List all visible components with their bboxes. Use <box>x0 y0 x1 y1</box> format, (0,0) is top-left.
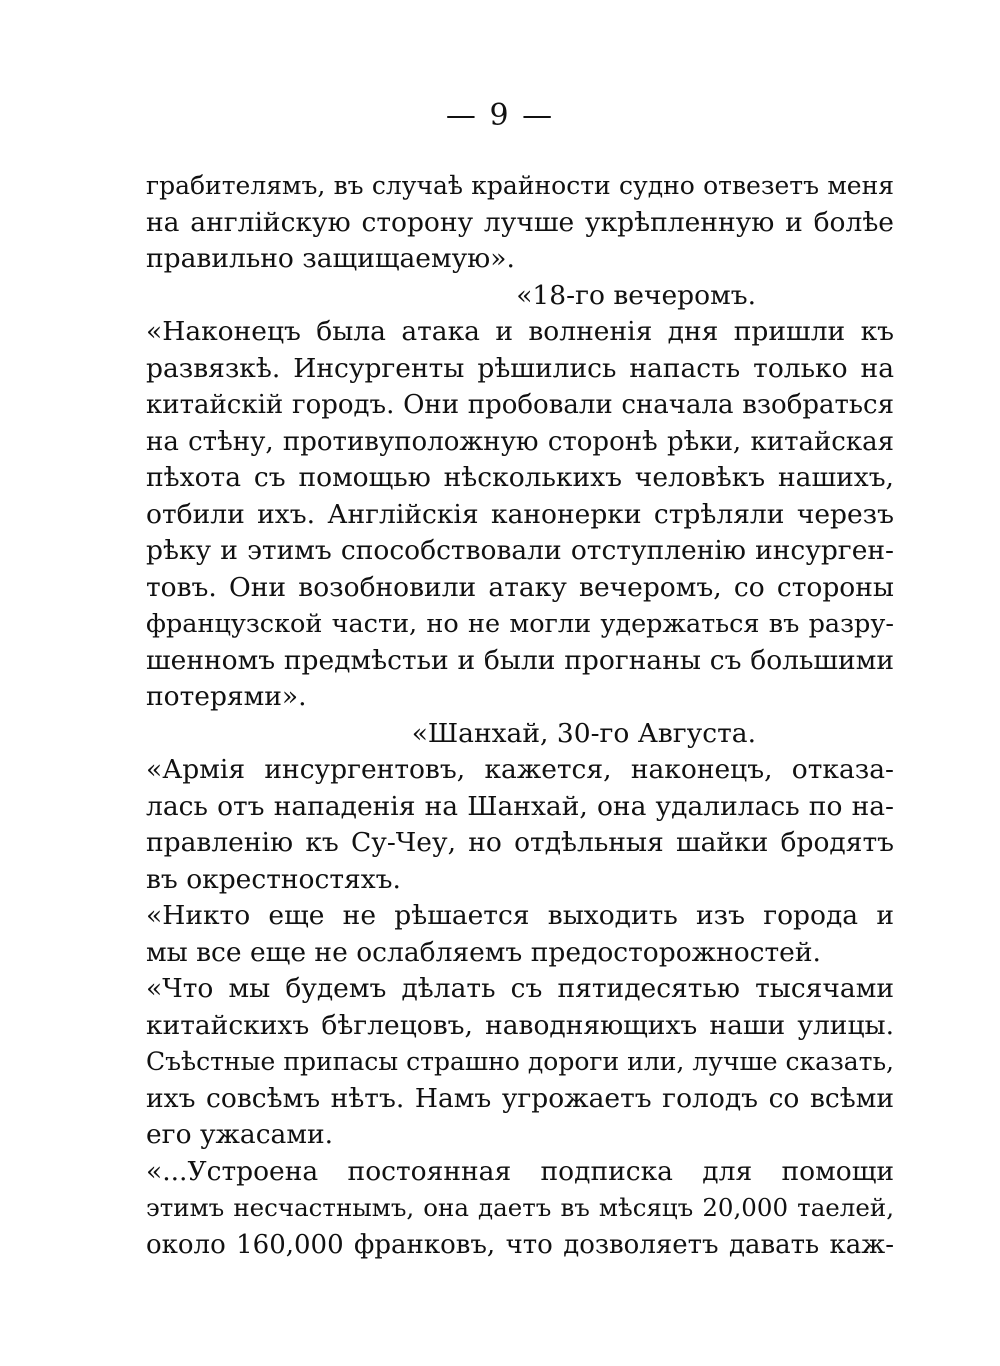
text-line: товъ. Они возобновили атаку вечеромъ, со стороны <box>146 571 894 603</box>
text-line: «...Устроена постоянная подписка для помощи <box>146 1155 894 1187</box>
text-line: его ужасами. <box>146 1119 334 1150</box>
text-line: лась отъ нападенія на Шанхай, она удалилась по на- <box>146 790 894 822</box>
text-line: ихъ совсѣмъ нѣтъ. Намъ угрожаетъ голодъ со всѣми <box>146 1082 894 1114</box>
text-line: пѣхота съ помощью нѣсколькихъ человѣкъ нашихъ, <box>146 462 894 493</box>
text-line: шенномъ предмѣстьи и были прогнаны съ большими <box>146 644 894 676</box>
text-line: въ окрестностяхъ. <box>146 863 401 895</box>
page-number: — 9 — <box>445 98 555 133</box>
text-line: мы все еще не ослабляемъ предосторожностей. <box>146 936 821 968</box>
text-line: отбили ихъ. Англійскія канонерки стрѣляли черезъ <box>146 498 894 530</box>
text-line: китайскій городъ. Они пробовали сначала взобраться <box>146 390 894 420</box>
text-line: на стѣну, противуположную сторонѣ рѣки, китайская <box>146 426 894 457</box>
text-line: грабителямъ, въ случаѣ крайности судно отвезетъ меня <box>146 171 894 200</box>
text-line: «Армія инсургентовъ, кажется, наконецъ, отказа- <box>146 754 894 785</box>
dateline: «Шанхай, 30-го Августа. <box>411 717 756 749</box>
text-line: потерями». <box>146 681 307 712</box>
text-line: правленію къ Су-Чеу, но отдѣльныя шайки бродятъ <box>146 827 894 858</box>
text-line: этимъ несчастнымъ, она даетъ въ мѣсяцъ 20,000 таелей, <box>146 1193 894 1222</box>
text-line: Съѣстные припасы страшно дороги или, лучше сказать, <box>146 1047 894 1076</box>
text-line: на англійскую сторону лучше укрѣпленную и болѣе <box>146 206 894 238</box>
body-text <box>146 168 894 1263</box>
text-line: «Что мы будемъ дѣлать съ пятидесятью тысячами <box>146 973 894 1004</box>
text-line: «Никто еще не рѣшается выходить изъ города и <box>146 900 894 931</box>
text-line: рѣку и этимъ способствовали отступленію инсурген- <box>146 535 894 566</box>
text-line: развязкѣ. Инсургенты рѣшились напасть только на <box>146 352 894 384</box>
text-line: китайскихъ бѣглецовъ, наводняющихъ наши улицы. <box>146 1009 894 1041</box>
dateline: «18-го вечеромъ. <box>516 279 756 311</box>
text-line: правильно защищаемую». <box>146 243 515 274</box>
text-line: «Наконецъ была атака и волненія дня пришли къ <box>146 316 894 347</box>
text-line: около 160,000 франковъ, что дозволяетъ давать каж- <box>146 1229 894 1260</box>
text-line: французской части, но не могли удержаться въ разру- <box>146 609 894 639</box>
